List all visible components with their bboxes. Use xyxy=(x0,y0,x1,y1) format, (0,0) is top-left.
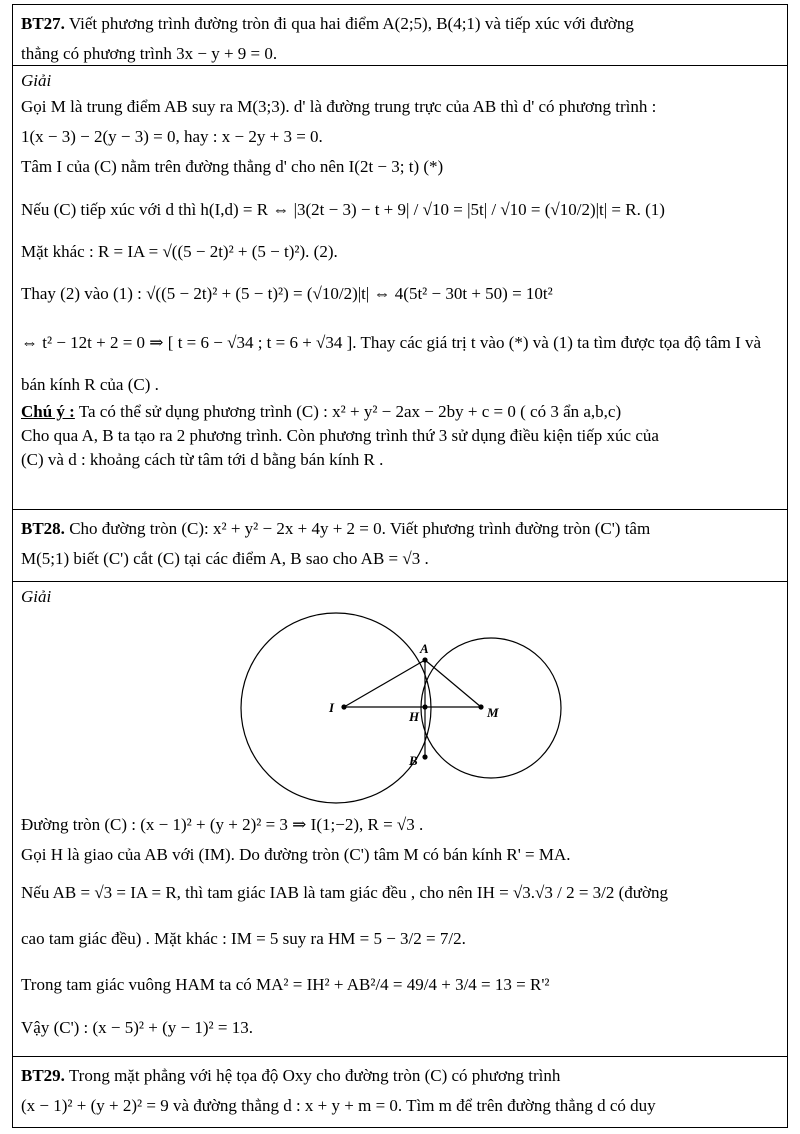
bt29-problem-line-2: (x − 1)² + (y + 2)² = 9 và đường thẳng d : x + y + m = 0. Tìm m để trên đường thẳng d có duy xyxy=(21,1096,656,1115)
bt28-problem-line-1: BT28. Cho đường tròn (C): x² + y² − 2x + 4y + 2 = 0. Viết phương trình đường tròn (C') tâm xyxy=(21,519,651,538)
bt27-line: bán kính R của (C) . xyxy=(21,375,159,394)
point-i xyxy=(341,704,346,709)
point-a xyxy=(422,657,427,662)
label-h: H xyxy=(409,709,420,724)
bt28-line: Nếu AB = √3 = IA = R, thì tam giác IAB là tam giác đều , cho nên IH = √3.√3 / 2 = 3/2 (đường xyxy=(21,883,669,902)
bt27-problem-line-2: thẳng có phương trình 3x − y + 9 = 0. xyxy=(21,44,278,63)
bt28-title: BT28. xyxy=(21,519,65,538)
label-a: A xyxy=(420,641,429,656)
segment-ia xyxy=(344,660,425,707)
bt29-problem-line-1: BT29. Trong mặt phẳng với hệ tọa độ Oxy cho đường tròn (C) có phương trình xyxy=(21,1066,561,1085)
bt27-note-label: Chú ý : xyxy=(21,402,75,421)
label-b: B xyxy=(409,753,418,768)
label-m: M xyxy=(487,705,499,720)
bt27-line: Tâm I của (C) nằm trên đường thẳng d' cho nên I(2t − 3; t) (*) xyxy=(21,157,444,176)
bt29-problem xyxy=(12,1056,788,1128)
point-h xyxy=(422,704,427,709)
bt27-problem-line-1: BT27. Viết phương trình đường tròn đi qua hai điểm A(2;5), B(4;1) và tiếp xúc với đường xyxy=(21,14,634,33)
point-b xyxy=(422,754,427,759)
bt28-problem-line-2: M(5;1) biết (C') cắt (C) tại các điểm A, B sao cho AB = √3 . xyxy=(21,549,429,568)
bt29-title: BT29. xyxy=(21,1066,65,1085)
bt27-line: Nếu (C) tiếp xúc với d thì h(I,d) = R ⇔ |3(2t − 3) − t + 9| / √10 = |5t| / √10 = (√10/2)|t| = R. (1) xyxy=(21,200,665,219)
intersecting-circles-figure xyxy=(21,608,781,808)
point-m xyxy=(478,704,483,709)
bt27-note-line: (C) và d : khoảng cách từ tâm tới d bằng bán kính R . xyxy=(21,450,384,469)
bt28-problem xyxy=(12,509,788,581)
bt27-title: BT27. xyxy=(21,14,65,33)
bt28-solution xyxy=(12,581,788,1056)
bt28-line: Vậy (C') : (x − 5)² + (y − 1)² = 13. xyxy=(21,1018,253,1037)
bt27-note-line: Cho qua A, B ta tạo ra 2 phương trình. Còn phương trình thứ 3 sử dụng điều kiện tiếp xúc của xyxy=(21,426,659,445)
circle-c xyxy=(241,613,431,803)
bt27-problem xyxy=(12,4,788,65)
bt28-line: cao tam giác đều) . Mặt khác : IM = 5 suy ra HM = 5 − 3/2 = 7/2. xyxy=(21,929,466,948)
bt28-solution-label: Giải xyxy=(21,587,52,606)
label-i: I xyxy=(329,700,335,715)
bt27-solution xyxy=(12,65,788,509)
bt28-line: Đường tròn (C) : (x − 1)² + (y + 2)² = 3 ⇒ I(1;−2), R = √3 . xyxy=(21,815,424,834)
bt27-line: 1(x − 3) − 2(y − 3) = 0, hay : x − 2y + 3 = 0. xyxy=(21,127,323,146)
bt28-line: Trong tam giác vuông HAM ta có MA² = IH² + AB²/4 = 49/4 + 3/4 = 13 = R'² xyxy=(21,975,550,994)
bt27-line: Gọi M là trung điểm AB suy ra M(3;3). d' là đường trung trực của AB thì d' có phương trình : xyxy=(21,97,657,116)
segment-am xyxy=(425,660,481,707)
bt27-note-line-1: Chú ý : Ta có thể sử dụng phương trình (C) : x² + y² − 2ax − 2by + c = 0 ( có 3 ẩn a,b,c) xyxy=(21,402,622,421)
bt27-line: ⇔ t² − 12t + 2 = 0 ⇒ [ t = 6 − √34 ; t = 6 + √34 ]. Thay các giá trị t vào (*) và (1) ta tìm được tọa độ tâm I và xyxy=(21,333,762,352)
bt27-solution-label: Giải xyxy=(21,71,52,90)
bt28-line: Gọi H là giao của AB với (IM). Do đường tròn (C') tâm M có bán kính R' = MA. xyxy=(21,845,571,864)
bt27-line: Mặt khác : R = IA = √((5 − 2t)² + (5 − t)²). (2). xyxy=(21,242,338,261)
bt27-line: Thay (2) vào (1) : √((5 − 2t)² + (5 − t)²) = (√10/2)|t| ⇔ 4(5t² − 30t + 50) = 10t² xyxy=(21,284,553,303)
